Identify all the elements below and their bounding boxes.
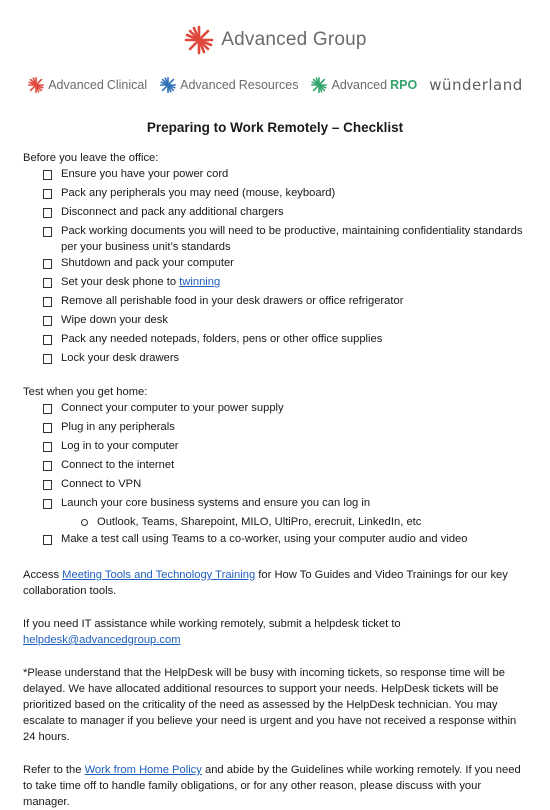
checklist-item[interactable]: Disconnect and pack any additional chargers [23,204,528,223]
checkbox-icon[interactable] [43,185,61,204]
advanced-rpo-logo: Advanced RPO [310,76,417,94]
checklist-item[interactable]: Connect your computer to your power supply [23,400,528,419]
systems-sublist [23,514,528,531]
checklist-item[interactable]: Wipe down your desk [23,312,528,331]
checkbox-icon[interactable] [43,223,61,255]
rpo-star-icon [310,76,328,94]
it-help-paragraph: If you need IT assistance while working remotely, submit a helpdesk ticket to helpdesk@advancedgroup.com [23,618,401,646]
before-heading: Before you leave the office: [23,152,159,164]
checklist-item[interactable]: Pack any needed notepads, folders, pens or other office supplies [23,331,528,350]
checkbox-icon[interactable] [43,204,61,223]
twinning-link[interactable]: twinning [179,276,221,288]
checkbox-icon[interactable] [43,293,61,312]
checkbox-icon[interactable] [43,495,61,514]
document-title: Preparing to Work Remotely – Checklist [146,120,404,135]
checklist-item[interactable]: Make a test call using Teams to a co-worker, using your computer audio and video [23,531,528,550]
checkbox-icon[interactable] [43,350,61,369]
checkbox-icon[interactable] [43,312,61,331]
checklist-item[interactable]: Connect to VPN [23,476,528,495]
checklist-item[interactable]: Launch your core business systems and ensure you can log in [23,495,528,514]
checklist-item[interactable]: Set your desk phone to twinning [23,274,528,293]
meeting-tools-link[interactable]: Meeting Tools and Technology Training [62,569,256,581]
resources-star-icon [159,76,177,94]
work-from-home-policy-link[interactable]: Work from Home Policy [84,764,202,776]
list-item: Outlook, Teams, Sharepoint, MILO, UltiPro, erecruit, LinkedIn, etc [23,514,528,531]
wunderland-logo: wünderland [429,76,523,94]
checklist-item[interactable]: Pack working documents you will need to be productive, maintaining confidentiality standards per your business unit’s standards [23,223,528,255]
checkbox-icon[interactable] [43,255,61,274]
brand-name: Advanced Group [221,29,367,50]
checklist-content [23,150,528,810]
helpdesk-notice: *Please understand that the HelpDesk will be busy with incoming tickets, so response time will be delayed. We have allocated additional resources to support your needs. HelpDesk tickets will be prioritized based on the criticality of the need as assessed by the HelpDesk technician. You may escalate to manager if you believe your need is urgent and you have not received a response within 24 hours. [23,667,517,743]
home-checklist [23,400,528,514]
checklist-item[interactable]: Lock your desk drawers [23,350,528,369]
checkbox-icon[interactable] [43,419,61,438]
policy-paragraph: Refer to the Work from Home Policy and abide by the Guidelines while working remotely. If you need to take time off to handle family obligations, or for any other reason, please discuss with your manager. [23,764,521,808]
circle-bullet-icon [81,514,97,531]
home-heading: Test when you get home: [23,386,148,398]
checklist-item[interactable]: Ensure you have your power cord [23,166,528,185]
checklist-item[interactable]: Remove all perishable food in your desk drawers or office refrigerator [23,293,528,312]
checklist-item[interactable]: Connect to the internet [23,457,528,476]
advanced-clinical-logo: Advanced Clinical [27,76,147,94]
checkbox-icon[interactable] [43,331,61,350]
checklist-item[interactable]: Shutdown and pack your computer [23,255,528,274]
advanced-star-icon [183,24,215,56]
subbrand-logos [0,76,550,94]
clinical-star-icon [27,76,45,94]
checkbox-icon[interactable] [43,166,61,185]
helpdesk-email-link[interactable]: helpdesk@advancedgroup.com [23,634,181,646]
checkbox-icon[interactable] [43,457,61,476]
checkbox-icon[interactable] [43,531,61,550]
checklist-item[interactable]: Plug in any peripherals [23,419,528,438]
before-checklist [23,166,528,369]
checkbox-icon[interactable] [43,438,61,457]
checklist-item[interactable]: Pack any peripherals you may need (mouse, keyboard) [23,185,528,204]
checklist-item[interactable]: Log in to your computer [23,438,528,457]
home-checklist-last [23,531,528,550]
advanced-group-logo [0,24,550,56]
checkbox-icon[interactable] [43,476,61,495]
advanced-resources-logo: Advanced Resources [159,76,298,94]
checkbox-icon[interactable] [43,400,61,419]
access-paragraph: Access Meeting Tools and Technology Training for How To Guides and Video Trainings for our key collaboration tools. [23,569,508,597]
checkbox-icon[interactable] [43,274,61,293]
